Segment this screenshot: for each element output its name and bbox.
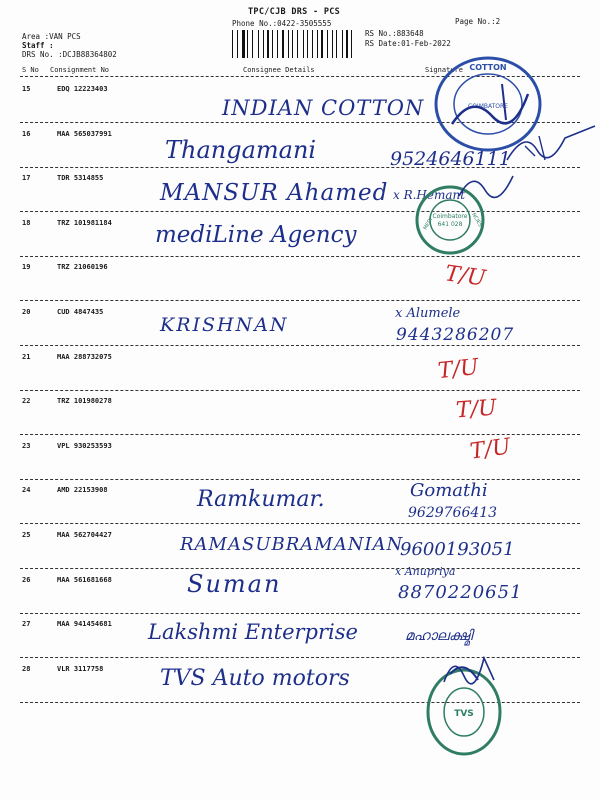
row-divider	[20, 523, 580, 524]
tu-mark-21: T/U	[436, 354, 480, 385]
barcode-bar	[266, 30, 267, 58]
row-sno: 19	[22, 263, 31, 272]
handwritten-sign-20: x Alumele	[395, 306, 461, 321]
column-header-consignee: Consignee Details	[243, 66, 315, 74]
barcode	[232, 30, 356, 58]
row-consignment-no: MAA 562704427	[57, 531, 112, 539]
row-divider	[20, 300, 580, 301]
barcode-bar	[232, 30, 233, 58]
barcode-bar	[290, 30, 291, 58]
handwritten-name-24: Ramkumar.	[197, 487, 325, 512]
column-header-sno: S No	[22, 66, 39, 74]
svg-text:COIMBATORE: COIMBATORE	[468, 103, 508, 110]
barcode-bar	[321, 30, 323, 58]
row-consignment-no: MAA 561681668	[57, 575, 112, 584]
handwritten-phone-20: 9443286207	[396, 325, 515, 345]
barcode-bar	[295, 30, 296, 58]
barcode-bar	[354, 30, 355, 58]
handwritten-phone-25: 9600193051	[400, 539, 515, 560]
barcode-bar	[247, 30, 248, 58]
handwritten-sign-26: x Anupriya	[395, 565, 456, 578]
row-sno: 25	[22, 531, 31, 539]
barcode-bar	[239, 30, 240, 58]
row-divider	[20, 256, 580, 257]
barcode-bar	[246, 30, 247, 58]
row-sno: 18	[22, 218, 31, 227]
barcode-bar	[288, 30, 289, 58]
barcode-bar	[332, 30, 333, 58]
row-sno: 20	[22, 308, 31, 316]
barcode-bar	[307, 30, 308, 58]
row-consignment-no: AMD 22153908	[57, 486, 108, 495]
row-consignment-no: TRZ 101981184	[57, 218, 112, 227]
barcode-bar	[285, 30, 286, 58]
barcode-bar	[351, 30, 352, 58]
barcode-bar	[242, 30, 244, 58]
svg-text:MEDI: MEDI	[422, 216, 435, 231]
row-consignment-no: MAA 288732075	[57, 352, 112, 361]
barcode-bar	[277, 30, 278, 58]
rs-number: RS No.:883648	[365, 29, 424, 38]
barcode-bar	[263, 30, 264, 58]
barcode-bar	[319, 30, 320, 58]
barcode-bar	[336, 30, 337, 58]
row-divider	[20, 211, 580, 212]
row-consignment-no: TDR 5314855	[57, 174, 104, 183]
barcode-bar	[254, 30, 255, 58]
page-number: Page No.:2	[455, 17, 501, 26]
staff-label: Staff :	[22, 41, 54, 50]
row-sno: 17	[22, 174, 31, 183]
row-sno: 22	[22, 397, 31, 406]
handwritten-name-26: Suman	[187, 570, 282, 598]
row-sno: 23	[22, 441, 31, 450]
column-header-signature: Signature	[425, 66, 463, 74]
row-sno: 27	[22, 620, 31, 629]
barcode-bar	[274, 30, 275, 58]
row-sno: 28	[22, 664, 31, 673]
row-sno: 26	[22, 575, 31, 584]
row-divider	[20, 390, 580, 391]
barcode-bar	[312, 30, 313, 58]
barcode-bar	[258, 30, 259, 58]
row-sno: 16	[22, 129, 31, 138]
row-consignment-no: VLR 3117758	[57, 664, 104, 673]
handwritten-name-18: mediLine Agency	[155, 222, 357, 248]
barcode-bar	[339, 30, 341, 58]
handwritten-name-28: TVS Auto motors	[160, 666, 350, 691]
barcode-bar	[329, 30, 330, 58]
handwritten-name-20: KRISHNAN	[160, 314, 289, 336]
row-sno: 21	[22, 352, 31, 361]
row-sno: 15	[22, 85, 31, 93]
barcode-bar	[298, 30, 300, 58]
barcode-bar	[305, 30, 306, 58]
barcode-bar	[292, 30, 293, 58]
svg-text:NCIES: NCIES	[470, 212, 483, 229]
tu-mark-23: T/U	[468, 434, 513, 465]
row-consignment-no: VPL 930253593	[57, 441, 112, 450]
barcode-bar	[260, 30, 262, 58]
barcode-bar	[303, 30, 304, 58]
svg-text:641 028: 641 028	[437, 221, 463, 228]
row-consignment-no: EDQ 12223403	[57, 85, 108, 93]
svg-text:Coimbatore: Coimbatore	[432, 213, 468, 220]
handwritten-sign-17: x R.Hemant	[393, 188, 466, 202]
barcode-bar	[280, 30, 281, 58]
signature-scribble-28	[440, 650, 500, 690]
barcode-bar	[282, 30, 284, 58]
svg-text:TVS: TVS	[454, 709, 474, 719]
handwritten-name-17: MANSUR Ahamed	[160, 180, 389, 206]
barcode-bar	[237, 30, 238, 58]
handwritten-name-27: Lakshmi Enterprise	[148, 620, 358, 644]
handwritten-name-16: Thangamani	[165, 136, 317, 164]
row-consignment-no: CUD 4847435	[57, 308, 104, 316]
barcode-bar	[235, 30, 236, 58]
area-label: Area :VAN PCS	[22, 32, 81, 41]
barcode-bar	[325, 30, 326, 58]
signature-scribble-16	[505, 120, 600, 170]
row-divider	[20, 568, 580, 569]
barcode-bar	[309, 30, 310, 58]
barcode-bar	[349, 30, 350, 58]
row-consignment-no: TRZ 21060196	[57, 263, 108, 272]
barcode-bar	[314, 30, 315, 58]
handwritten-sign-24: Gomathi	[410, 480, 488, 501]
row-sno: 24	[22, 486, 31, 495]
barcode-bar	[270, 30, 271, 58]
barcode-bar	[342, 30, 343, 58]
handwritten-name-15: INDIAN COTTON	[222, 96, 425, 120]
row-consignment-no: MAA 941454681	[57, 620, 112, 629]
svg-text:COTTON: COTTON	[469, 63, 507, 72]
row-consignment-no: MAA 565037991	[57, 129, 112, 138]
barcode-bar	[346, 30, 347, 58]
handwritten-phone-26: 8870220651	[398, 582, 523, 603]
barcode-bar	[272, 30, 273, 58]
row-consignment-no: TRZ 101980278	[57, 397, 112, 406]
drs-number: DRS No. :DCJB88364802	[22, 50, 117, 59]
phone-number: Phone No.:0422-3505555	[232, 19, 332, 28]
tu-mark-22: T/U	[455, 395, 498, 424]
row-divider	[20, 613, 580, 614]
handwritten-phone-24: 9629766413	[408, 505, 498, 521]
rs-date: RS Date:01-Feb-2022	[365, 39, 451, 48]
barcode-bar	[344, 30, 345, 58]
barcode-bar	[327, 30, 328, 58]
barcode-bar	[297, 30, 298, 58]
row-divider	[20, 479, 580, 480]
tu-mark-19: T/U	[443, 261, 488, 292]
row-divider	[20, 345, 580, 346]
handwritten-sign-27: മഹാലക്ഷ്മി	[405, 628, 473, 644]
handwritten-phone-16: 9524646111	[390, 148, 511, 170]
column-header-consignment: Consignment No	[50, 66, 110, 74]
barcode-bar	[267, 30, 268, 58]
barcode-bar	[317, 30, 318, 58]
sheet-title: TPC/CJB DRS - PCS	[248, 7, 341, 17]
barcode-bar	[334, 30, 335, 58]
signature-scribble-17	[455, 166, 525, 206]
barcode-bar	[250, 30, 251, 58]
handwritten-name-25: RAMASUBRAMANIAN	[180, 534, 404, 555]
barcode-bar	[252, 30, 253, 58]
